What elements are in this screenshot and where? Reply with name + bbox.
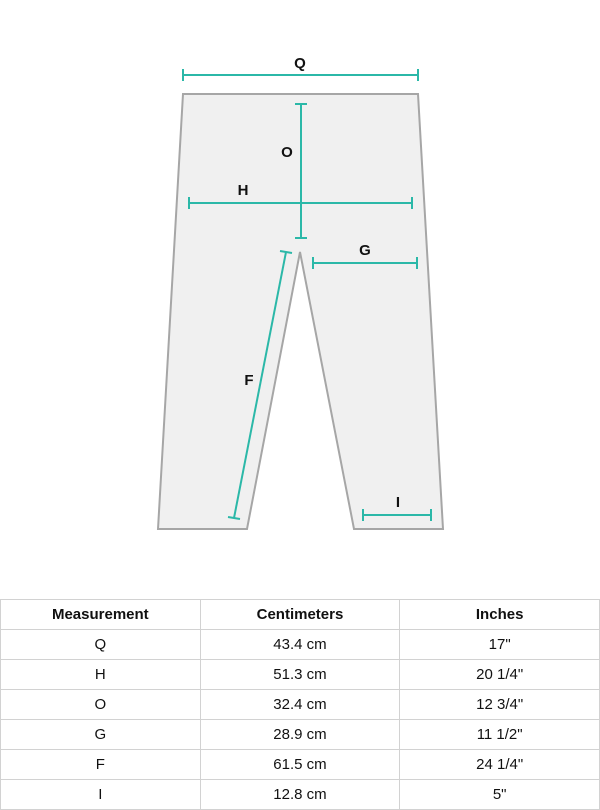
label-o: O <box>281 144 293 161</box>
cell-centimeters: 43.4 cm <box>200 630 400 660</box>
cell-centimeters: 32.4 cm <box>200 690 400 720</box>
cell-inches: 20 1/4" <box>400 660 600 690</box>
cell-inches: 17" <box>400 630 600 660</box>
header-inches: Inches <box>400 600 600 630</box>
cell-inches: 12 3/4" <box>400 690 600 720</box>
size-chart-table <box>0 599 600 810</box>
table-row <box>1 780 600 810</box>
table-row <box>1 750 600 780</box>
cell-measurement: G <box>1 720 201 750</box>
label-i: I <box>395 494 401 511</box>
cell-centimeters: 12.8 cm <box>200 780 400 810</box>
label-g: G <box>359 242 371 259</box>
cell-measurement: H <box>1 660 201 690</box>
cell-centimeters: 28.9 cm <box>200 720 400 750</box>
header-centimeters: Centimeters <box>200 600 400 630</box>
cell-centimeters: 51.3 cm <box>200 660 400 690</box>
label-h: H <box>237 182 249 199</box>
cell-measurement: F <box>1 750 201 780</box>
header-measurement: Measurement <box>1 600 201 630</box>
table-header-row <box>1 600 600 630</box>
cell-inches: 24 1/4" <box>400 750 600 780</box>
cell-measurement: I <box>1 780 201 810</box>
label-f: F <box>244 372 254 389</box>
cell-measurement: Q <box>1 630 201 660</box>
table-row <box>1 660 600 690</box>
table-row <box>1 630 600 660</box>
table-row <box>1 690 600 720</box>
table-row <box>1 720 600 750</box>
cell-centimeters: 61.5 cm <box>200 750 400 780</box>
cell-inches: 11 1/2" <box>400 720 600 750</box>
cell-measurement: O <box>1 690 201 720</box>
cell-inches: 5" <box>400 780 600 810</box>
label-q: Q <box>294 55 306 72</box>
